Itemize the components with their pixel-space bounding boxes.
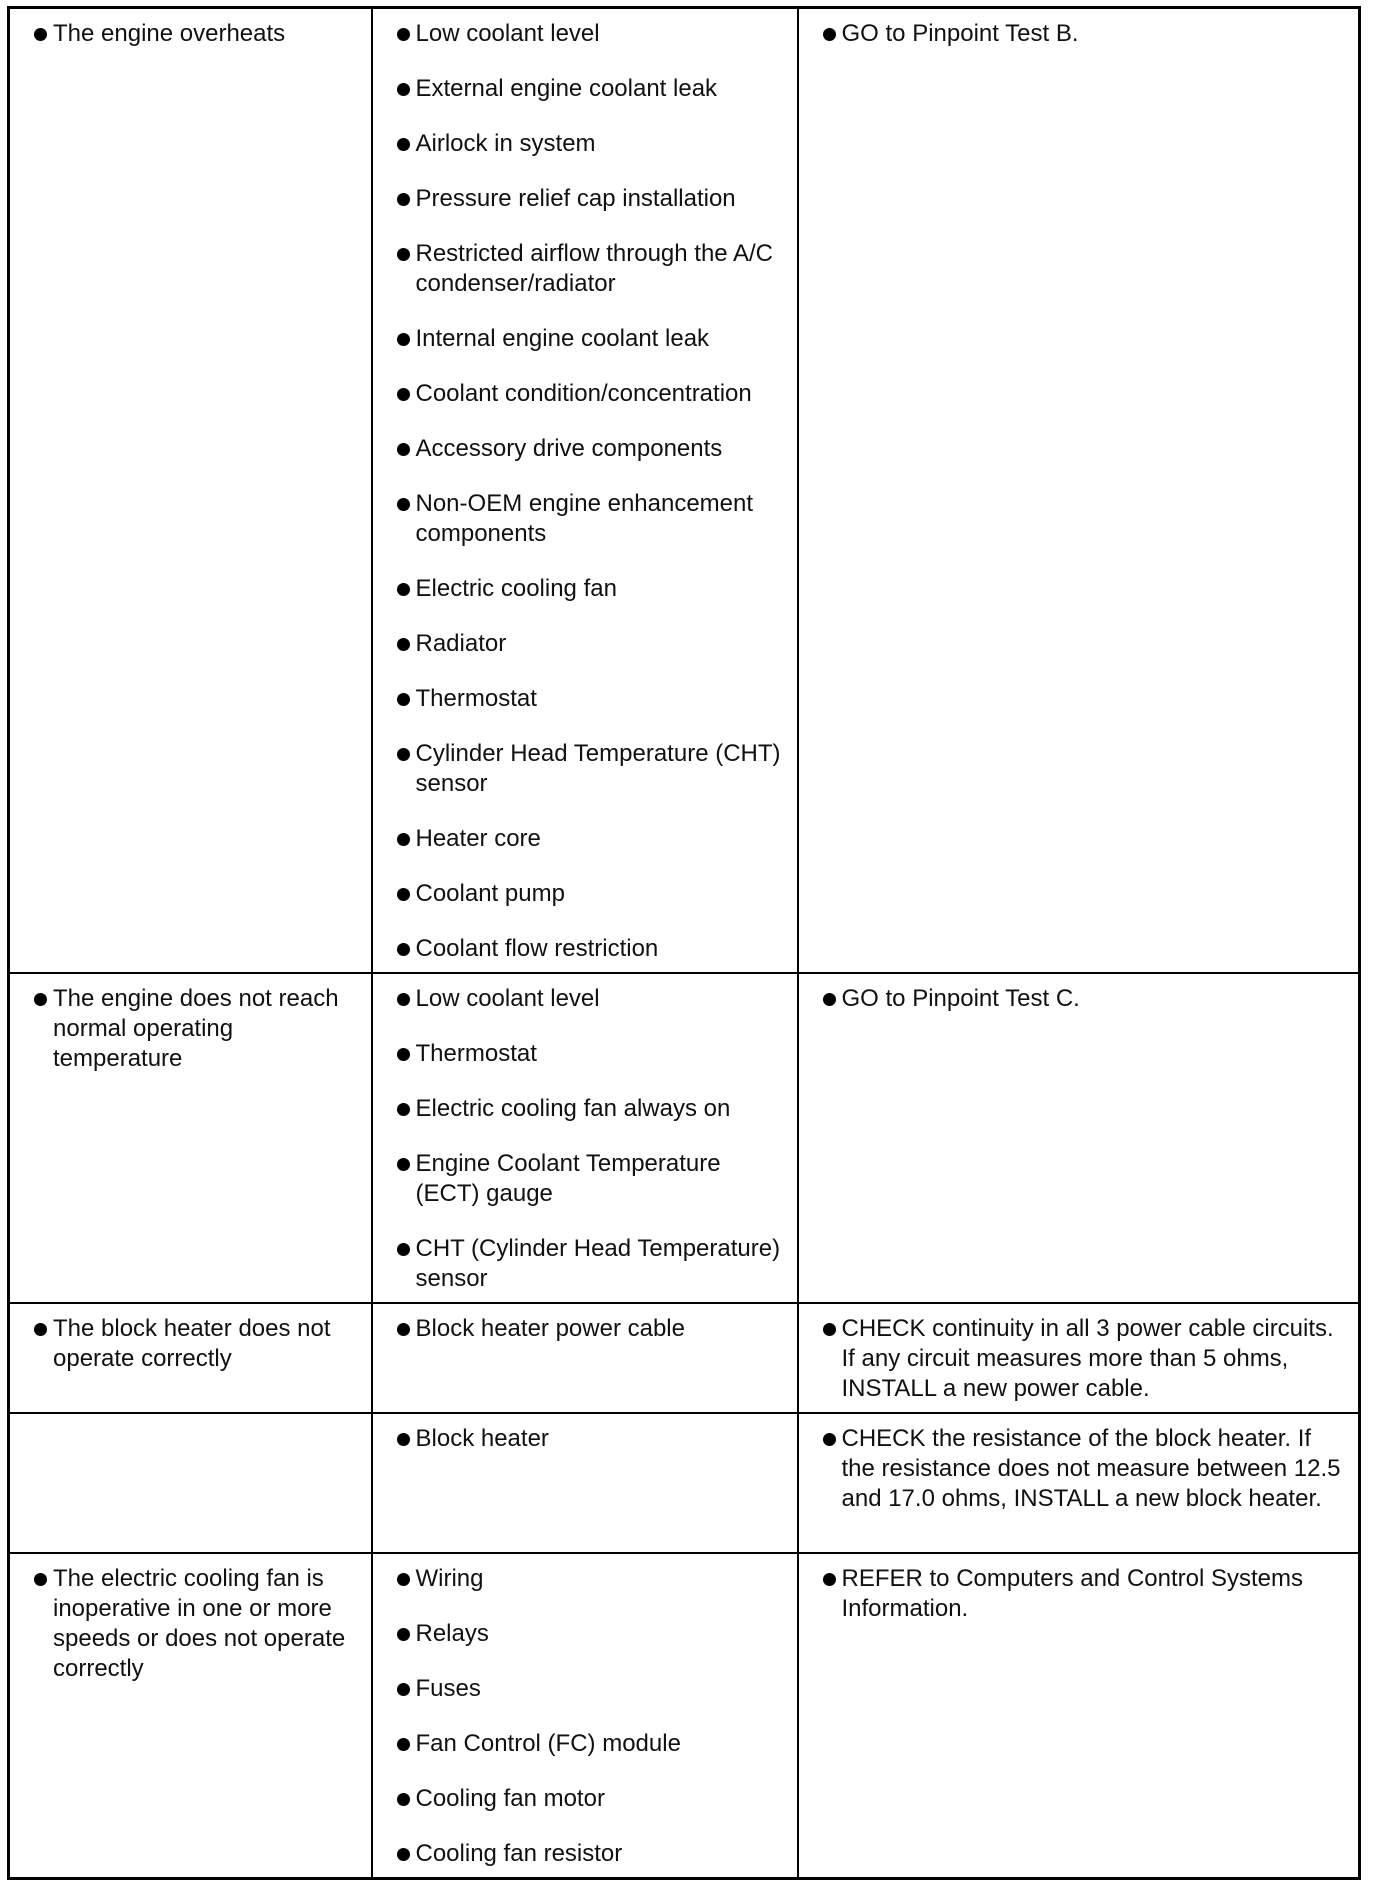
bullet-icon [397, 1243, 410, 1256]
source-item: Wiring [381, 1564, 789, 1594]
bullet-icon [397, 943, 410, 956]
bullet-icon [397, 28, 410, 41]
bullet-icon [397, 1433, 410, 1446]
bullet-icon [823, 1323, 836, 1336]
source-item: Block heater [381, 1424, 789, 1454]
symptom-cell [9, 1553, 372, 1879]
action-item: GO to Pinpoint Test B. [807, 19, 1351, 49]
bullet-icon [397, 443, 410, 456]
bullet-icon [397, 993, 410, 1006]
bullet-icon [397, 248, 410, 261]
table-row [9, 1413, 1360, 1553]
source-item: Coolant flow restriction [381, 934, 789, 964]
symptom-item: The engine overheats [18, 19, 363, 49]
source-cell [372, 973, 798, 1303]
action-cell [798, 1553, 1360, 1879]
source-item: Electric cooling fan [381, 574, 789, 604]
source-item: Engine Coolant Temperature (ECT) gauge [381, 1149, 789, 1209]
source-item: CHT (Cylinder Head Temperature) sensor [381, 1234, 789, 1294]
source-item: Internal engine coolant leak [381, 324, 789, 354]
bullet-icon [397, 1048, 410, 1061]
bullet-icon [397, 388, 410, 401]
bullet-icon [397, 748, 410, 761]
source-cell [372, 1553, 798, 1879]
source-item: Thermostat [381, 684, 789, 714]
bullet-icon [397, 333, 410, 346]
symptom-cell [9, 973, 372, 1303]
source-item: Radiator [381, 629, 789, 659]
table-row [9, 8, 1360, 974]
symptom-cell [9, 1303, 372, 1413]
bullet-icon [823, 28, 836, 41]
bullet-icon [823, 993, 836, 1006]
bullet-icon [397, 638, 410, 651]
symptom-item: The engine does not reach normal operating temperature [18, 984, 363, 1074]
symptom-cell [9, 8, 372, 974]
bullet-icon [397, 1848, 410, 1861]
source-item: Cylinder Head Temperature (CHT) sensor [381, 739, 789, 799]
bullet-icon [397, 138, 410, 151]
table-row [9, 1303, 1360, 1413]
source-item: Coolant pump [381, 879, 789, 909]
bullet-icon [397, 833, 410, 846]
table-row [9, 973, 1360, 1303]
bullet-icon [397, 498, 410, 511]
source-item: Restricted airflow through the A/C condenser/radiator [381, 239, 789, 299]
action-cell [798, 1303, 1360, 1413]
bullet-icon [397, 1573, 410, 1586]
bullet-icon [34, 1323, 47, 1336]
action-item: REFER to Computers and Control Systems Information. [807, 1564, 1351, 1624]
source-item: Electric cooling fan always on [381, 1094, 789, 1124]
bullet-icon [397, 193, 410, 206]
bullet-icon [397, 693, 410, 706]
action-item: CHECK continuity in all 3 power cable circuits. If any circuit measures more than 5 ohms, INSTALL a new power cable. [807, 1314, 1351, 1404]
action-cell [798, 1413, 1360, 1553]
bullet-icon [823, 1433, 836, 1446]
bullet-icon [823, 1573, 836, 1586]
action-item: CHECK the resistance of the block heater. If the resistance does not measure between 12.5 and 17.0 ohms, INSTALL a new block heater. [807, 1424, 1351, 1514]
source-cell [372, 1303, 798, 1413]
bullet-icon [397, 583, 410, 596]
source-item: Cooling fan resistor [381, 1839, 789, 1869]
source-item: Pressure relief cap installation [381, 184, 789, 214]
bullet-icon [397, 1738, 410, 1751]
bullet-icon [397, 83, 410, 96]
table-row [9, 1553, 1360, 1879]
source-item: Airlock in system [381, 129, 789, 159]
bullet-icon [397, 1158, 410, 1171]
source-item: External engine coolant leak [381, 74, 789, 104]
bullet-icon [397, 1103, 410, 1116]
source-item: Heater core [381, 824, 789, 854]
action-cell [798, 8, 1360, 974]
source-item: Cooling fan motor [381, 1784, 789, 1814]
bullet-icon [397, 888, 410, 901]
bullet-icon [34, 1573, 47, 1586]
bullet-icon [397, 1793, 410, 1806]
action-cell [798, 973, 1360, 1303]
diagnostic-table [7, 6, 1361, 1880]
source-item: Coolant condition/concentration [381, 379, 789, 409]
action-item: GO to Pinpoint Test C. [807, 984, 1351, 1014]
source-item: Fan Control (FC) module [381, 1729, 789, 1759]
source-item: Block heater power cable [381, 1314, 789, 1344]
source-item: Fuses [381, 1674, 789, 1704]
source-cell [372, 1413, 798, 1553]
source-item: Thermostat [381, 1039, 789, 1069]
bullet-icon [397, 1323, 410, 1336]
source-item: Low coolant level [381, 19, 789, 49]
source-item: Non-OEM engine enhancement components [381, 489, 789, 549]
source-item: Relays [381, 1619, 789, 1649]
symptom-cell [9, 1413, 372, 1553]
bullet-icon [34, 28, 47, 41]
symptom-item: The block heater does not operate correctly [18, 1314, 363, 1374]
source-item: Low coolant level [381, 984, 789, 1014]
source-item: Accessory drive components [381, 434, 789, 464]
bullet-icon [34, 993, 47, 1006]
bullet-icon [397, 1628, 410, 1641]
bullet-icon [397, 1683, 410, 1696]
source-cell [372, 8, 798, 974]
symptom-item: The electric cooling fan is inoperative in one or more speeds or does not operate correctly [18, 1564, 363, 1684]
